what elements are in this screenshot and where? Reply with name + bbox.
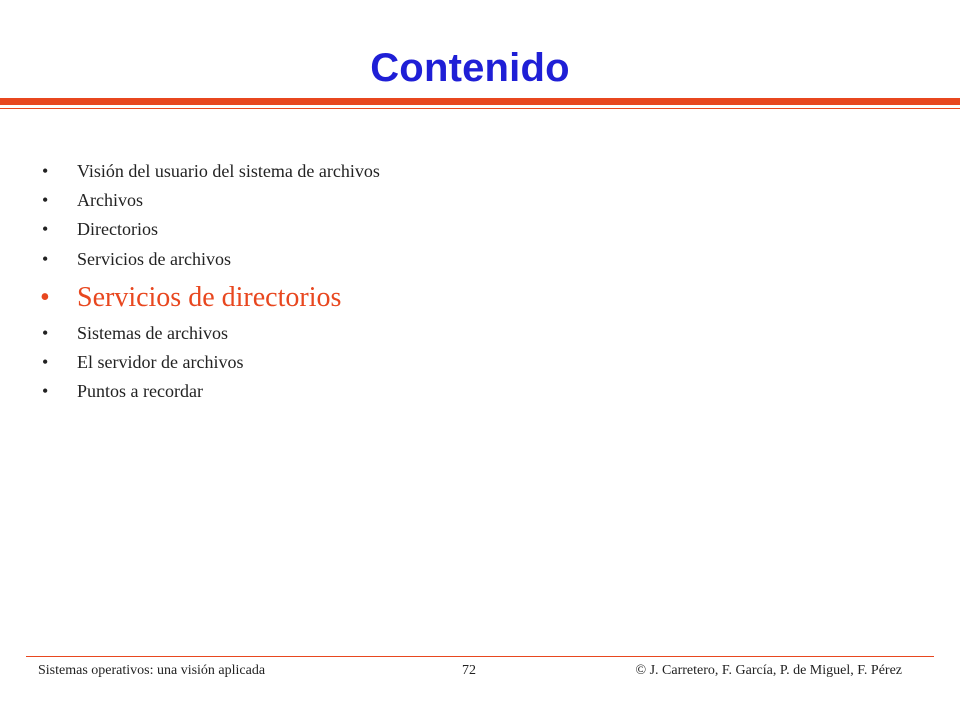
list-item-text: Puntos a recordar bbox=[77, 381, 203, 401]
footer-page-number: 72 bbox=[462, 663, 476, 678]
bullet-icon: • bbox=[40, 282, 50, 313]
bullet-icon: • bbox=[42, 219, 49, 239]
title-underline-thick bbox=[0, 98, 960, 105]
footer-divider bbox=[26, 656, 934, 657]
list-item-text: Directorios bbox=[77, 219, 158, 239]
list-item-text: Visión del usuario del sistema de archivos bbox=[77, 161, 380, 181]
slide-title: Contenido bbox=[370, 46, 570, 90]
list-item-text: Archivos bbox=[77, 190, 143, 210]
title-underline-thin bbox=[0, 108, 960, 109]
bullet-icon: • bbox=[42, 161, 49, 181]
footer-copyright: © J. Carretero, F. García, P. de Miguel, F. Pérez bbox=[635, 663, 902, 678]
list-item-text: Sistemas de archivos bbox=[77, 323, 228, 343]
bullet-icon: • bbox=[42, 352, 49, 372]
list-item-text: Servicios de archivos bbox=[77, 249, 231, 269]
bullet-icon: • bbox=[42, 249, 49, 269]
bullet-icon: • bbox=[42, 190, 49, 210]
list-item-text: Servicios de directorios bbox=[77, 282, 342, 313]
footer-book-title: Sistemas operativos: una visión aplicada bbox=[38, 663, 266, 678]
list-item-text: El servidor de archivos bbox=[77, 352, 244, 372]
bullet-icon: • bbox=[42, 381, 49, 401]
bullet-icon: • bbox=[42, 323, 49, 343]
